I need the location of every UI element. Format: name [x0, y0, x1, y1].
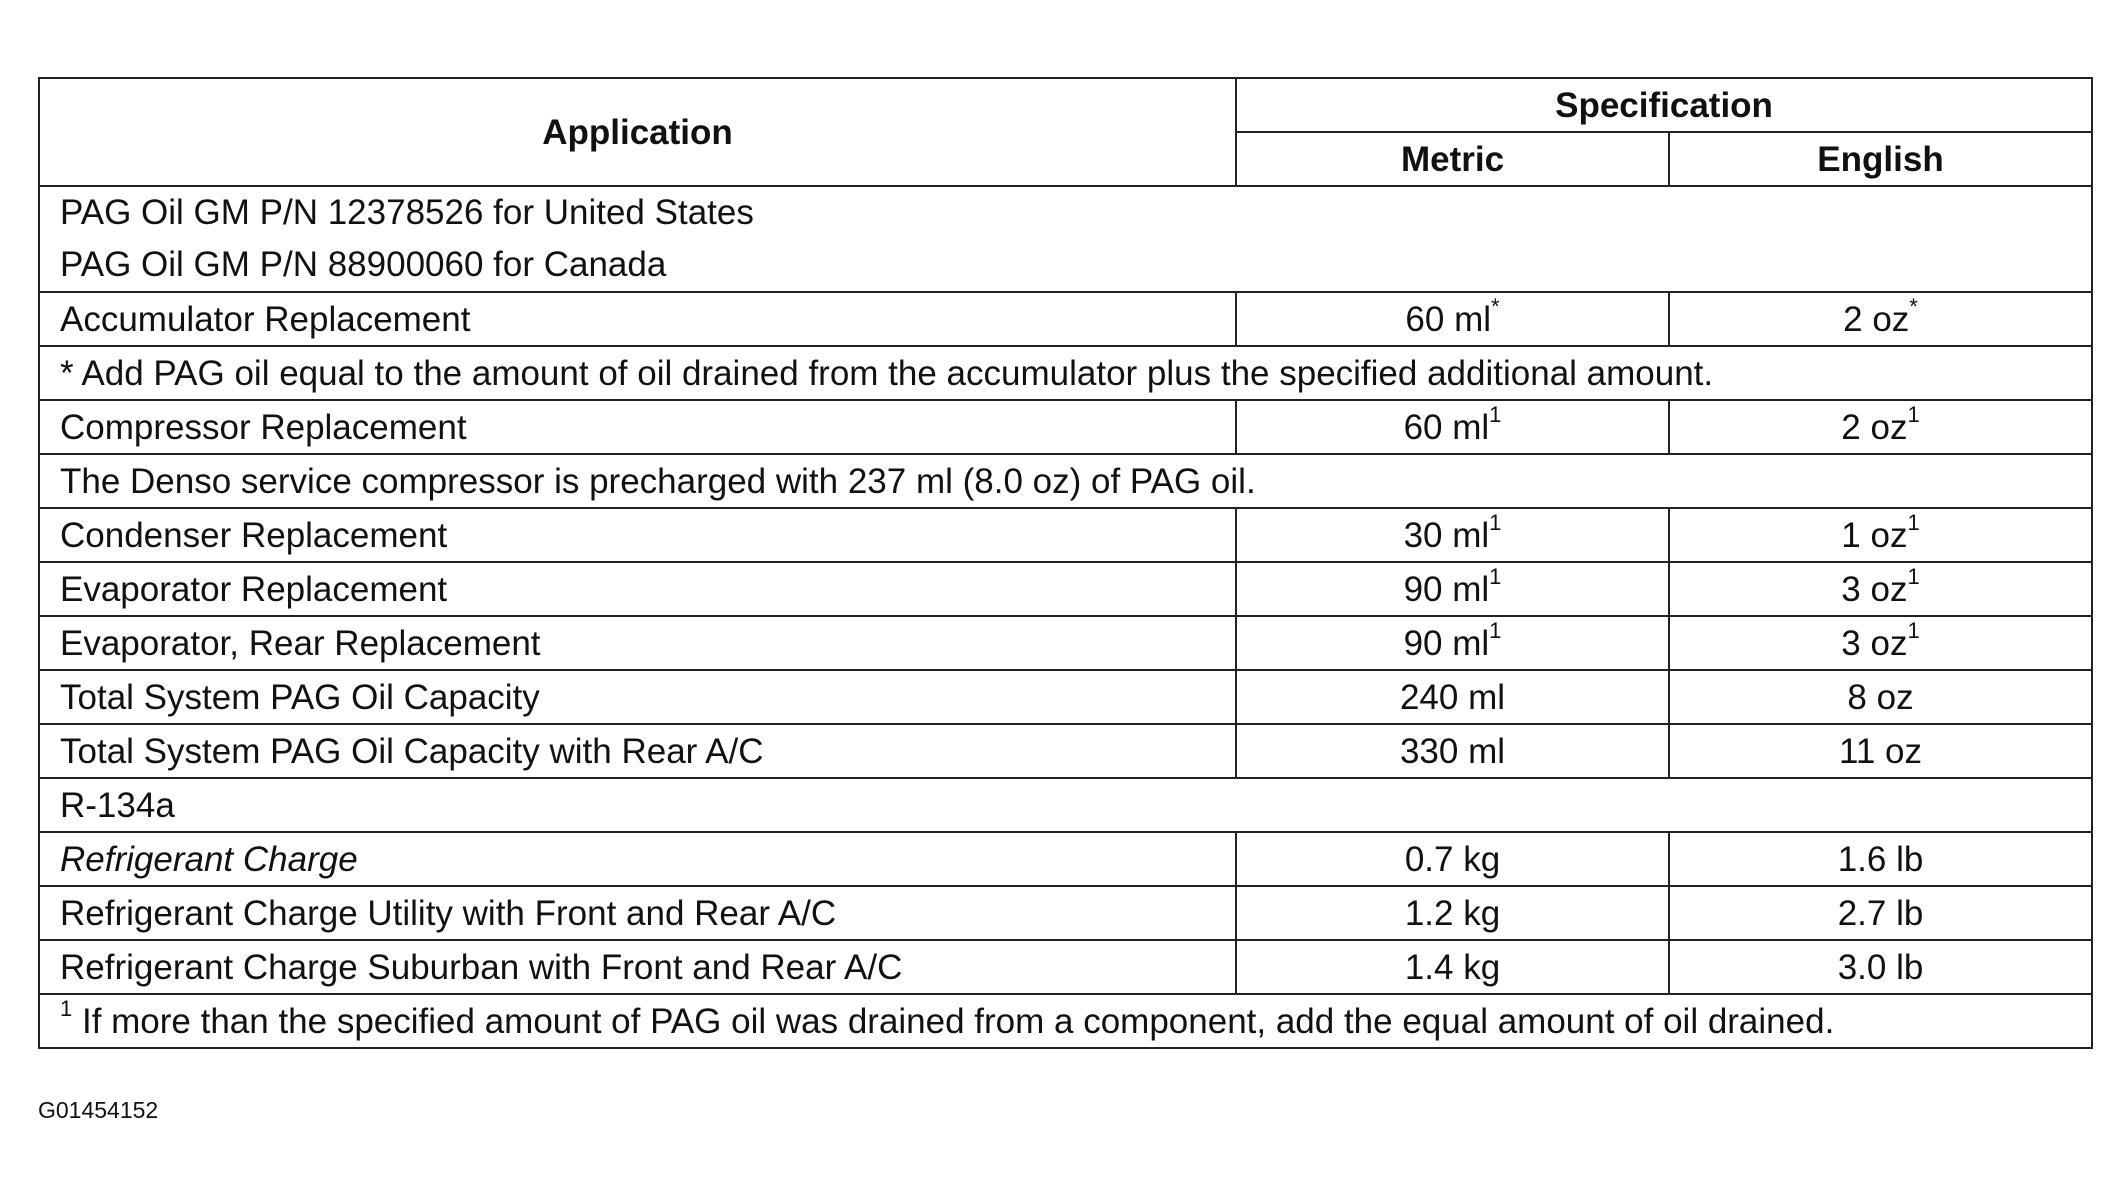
english-value: 8 oz [1669, 670, 2092, 724]
row-label: Refrigerant Charge [39, 832, 1236, 886]
row-label: Refrigerant Charge Suburban with Front and Rear A/C [39, 940, 1236, 994]
english-header: English [1669, 132, 2092, 186]
table-row [39, 186, 2092, 292]
row-label: Evaporator Replacement [39, 562, 1236, 616]
table-row [39, 886, 2092, 940]
english-value: 2 $oz^1$ [1669, 400, 2092, 454]
table-row [39, 346, 2092, 400]
footnote [39, 994, 2092, 1048]
metric-value: 240 ml [1236, 670, 1669, 724]
english-value: 1 $oz^1$ [1669, 508, 2092, 562]
english-value: 3 $oz^1$ [1669, 616, 2092, 670]
table-row [39, 670, 2092, 724]
pag-oil-us-part-number: PAG Oil GM P/N 12378526 for United States [60, 193, 754, 232]
table-row [39, 400, 2092, 454]
row-label: Total System PAG Oil Capacity [39, 670, 1236, 724]
row-label: Total System PAG Oil Capacity with Rear A/C [39, 724, 1236, 778]
table-row [39, 562, 2092, 616]
table-row [39, 778, 2092, 832]
row-label: Compressor Replacement [39, 400, 1236, 454]
english-value: 3.0 lb [1669, 940, 2092, 994]
row-label: Evaporator, Rear Replacement [39, 616, 1236, 670]
section-heading-r134a: R-134a [39, 778, 2092, 832]
specification-header: Specification [1236, 78, 2092, 132]
metric-value: 90 $ml^1$ [1236, 562, 1669, 616]
pag-oil-part-numbers [39, 186, 2092, 292]
english-value: 1.6 lb [1669, 832, 2092, 886]
table-row [39, 292, 2092, 346]
metric-value: 330 ml [1236, 724, 1669, 778]
accumulator-note: * Add PAG oil equal to the amount of oil drained from the accumulator plus the specified additional amount. [39, 346, 2092, 400]
english-value: 2 oz* [1669, 292, 2092, 346]
figure-id: G01454152 [38, 1097, 159, 1123]
table-row [39, 940, 2092, 994]
application-header: Application [39, 78, 1236, 186]
metric-header: Metric [1236, 132, 1669, 186]
footnote-marker: 1 [60, 995, 73, 1021]
english-value: 11 oz [1669, 724, 2092, 778]
english-value: 3 $oz^1$ [1669, 562, 2092, 616]
pag-oil-canada-part-number: PAG Oil GM P/N 88900060 for Canada [60, 245, 667, 284]
row-label: Refrigerant Charge Utility with Front and Rear A/C [39, 886, 1236, 940]
metric-value: 1.2 kg [1236, 886, 1669, 940]
metric-value: 60 ml* [1236, 292, 1669, 346]
metric-value: 90 $ml^1$ [1236, 616, 1669, 670]
english-value: 2.7 lb [1669, 886, 2092, 940]
table-row [39, 724, 2092, 778]
table-row [39, 454, 2092, 508]
table-row [39, 994, 2092, 1048]
footnote-text: If more than the specified amount of PAG oil was drained from a component, add the equal amount of oil drained. [72, 1001, 1835, 1041]
row-label: Accumulator Replacement [39, 292, 1236, 346]
table-row [39, 832, 2092, 886]
metric-value: 1.4 kg [1236, 940, 1669, 994]
specification-table [38, 77, 2093, 1049]
table-row [39, 616, 2092, 670]
row-label: Condenser Replacement [39, 508, 1236, 562]
compressor-note: The Denso service compressor is precharged with 237 ml (8.0 oz) of PAG oil. [39, 454, 2092, 508]
metric-value: 0.7 kg [1236, 832, 1669, 886]
metric-value: 30 $ml^1$ [1236, 508, 1669, 562]
table-row [39, 508, 2092, 562]
metric-value: 60 $ml^1$ [1236, 400, 1669, 454]
